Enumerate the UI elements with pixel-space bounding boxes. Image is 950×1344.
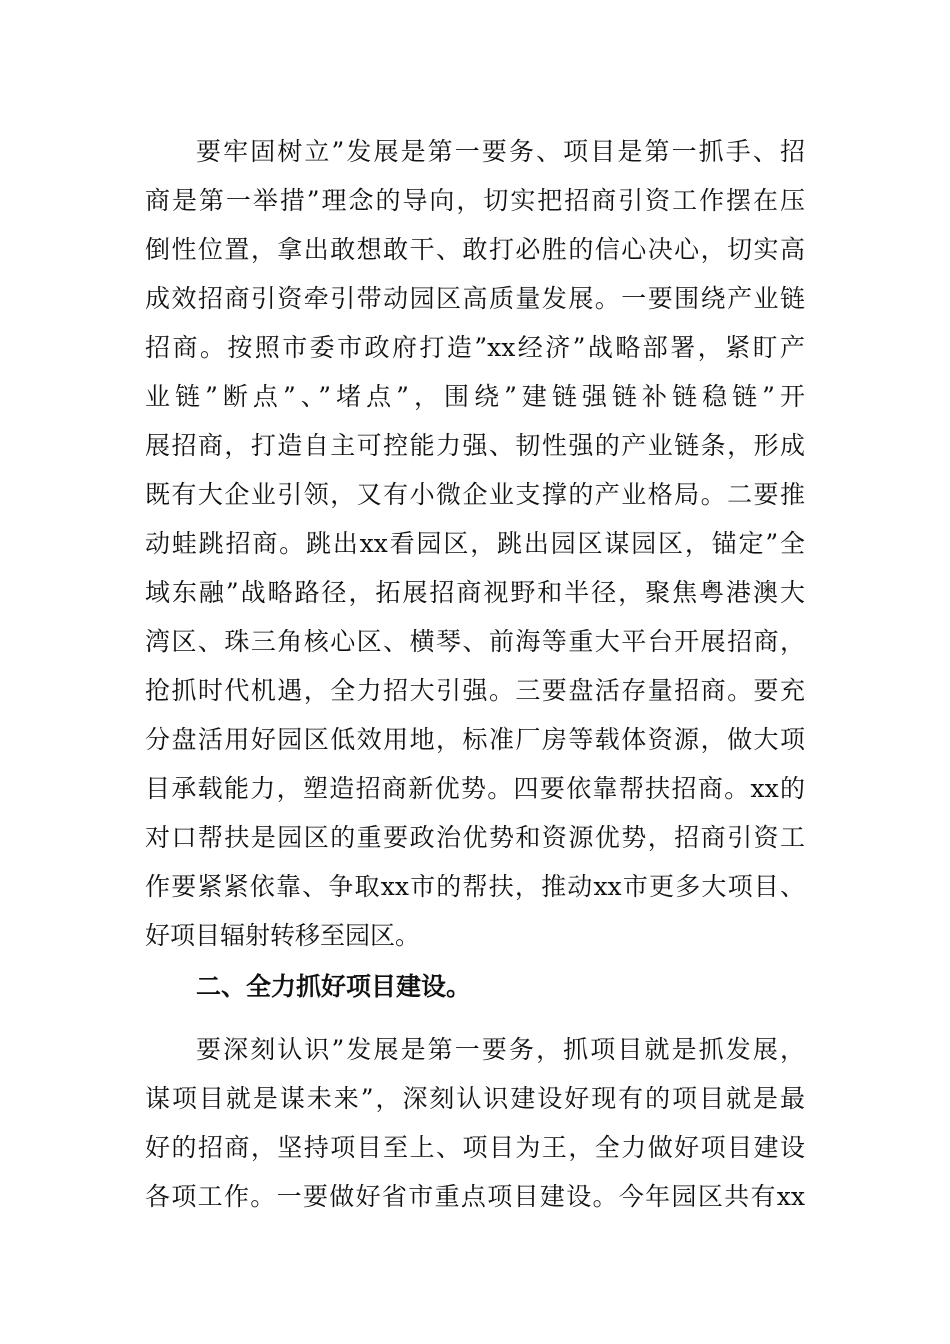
paragraph-line: 好的招商，坚持项目至上、项目为王，全力做好项目建设	[145, 1133, 805, 1162]
paragraph-line: 商是第一举措”理念的导向，切实把招商引资工作摆在压	[145, 186, 805, 215]
paragraph-line: 各项工作。一要做好省市重点项目建设。今年园区共有xx	[145, 1182, 805, 1211]
paragraph-line: 既有大企业引领，又有小微企业支撑的产业格局。二要推	[145, 480, 805, 509]
paragraph-line: 好项目辐射转移至园区。	[145, 921, 421, 950]
section-heading: 二、全力抓好项目建设。	[196, 972, 472, 1001]
paragraph-line: 对口帮扶是园区的重要政治优势和资源优势，招商引资工	[145, 823, 805, 852]
paragraph-line: 招商。按照市委市政府打造”xx经济”战略部署，紧盯产	[145, 333, 805, 362]
paragraph-line: 目承载能力，塑造招商新优势。四要依靠帮扶招商。xx的	[145, 774, 805, 803]
paragraph-line: 湾区、珠三角核心区、横琴、前海等重大平台开展招商，	[145, 627, 805, 656]
paragraph-line: 业链”断点”、”堵点”，围绕”建链强链补链稳链”开	[145, 382, 805, 411]
paragraph-line: 成效招商引资牵引带动园区高质量发展。一要围绕产业链	[145, 284, 805, 313]
paragraph-line: 分盘活用好园区低效用地，标准厂房等载体资源，做大项	[145, 725, 805, 754]
paragraph-line: 谋项目就是谋未来”，深刻认识建设好现有的项目就是最	[145, 1084, 805, 1113]
paragraph-line: 要深刻认识”发展是第一要务，抓项目就是抓发展，	[196, 1035, 805, 1064]
paragraph-line: 倒性位置，拿出敢想敢干、敢打必胜的信心决心，切实高	[145, 235, 805, 264]
paragraph-line: 动蛙跳招商。跳出xx看园区，跳出园区谋园区，锚定”全	[145, 529, 805, 558]
paragraph-line: 展招商，打造自主可控能力强、韧性强的产业链条，形成	[145, 431, 805, 460]
paragraph-line: 域东融”战略路径，拓展招商视野和半径，聚焦粤港澳大	[145, 578, 805, 607]
paragraph-line: 抢抓时代机遇，全力招大引强。三要盘活存量招商。要充	[145, 676, 805, 705]
paragraph-line: 作要紧紧依靠、争取xx市的帮扶，推动xx市更多大项目、	[145, 872, 805, 901]
paragraph-line: 要牢固树立”发展是第一要务、项目是第一抓手、招	[196, 137, 805, 166]
